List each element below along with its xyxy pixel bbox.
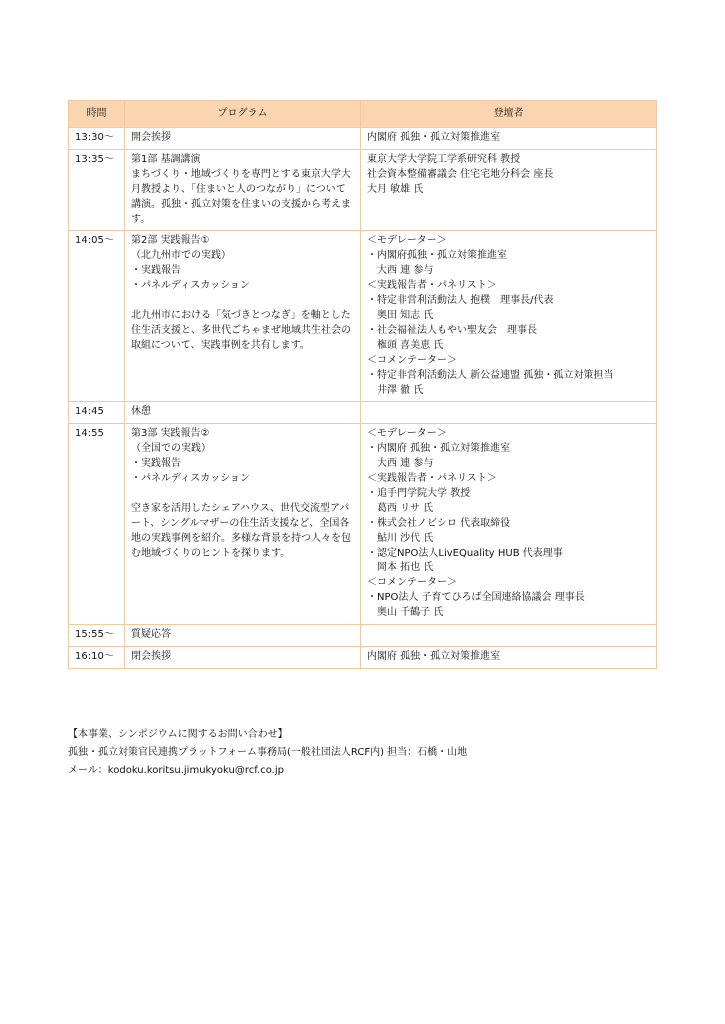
row-speakers-line: ・特定非営利活動法人 抱樸 理事長/代表: [367, 295, 554, 307]
spacer: [131, 294, 354, 309]
row-speakers-line: 葛西 リサ 氏: [367, 502, 434, 514]
row-program-line: 質疑応答: [131, 629, 171, 641]
contact-office: 孤独・孤立対策官民連携プラットフォーム事務局(一般社団法人RCF内) 担当：石橋・山地: [68, 747, 468, 758]
row-speakers-line: ＜実践報告者・パネリスト＞: [367, 280, 497, 292]
contact-email: メール：kodoku.koritsu.jimukyoku@rcf.co.jp: [68, 765, 284, 776]
row-speakers-line: 社会資本整備審議会 住宅宅地分科会 座長: [367, 168, 554, 180]
row-speakers-line: ＜実践報告者・パネリスト＞: [367, 473, 497, 485]
row-time: 14:05〜: [69, 231, 125, 402]
row-time: 14:55: [69, 424, 125, 625]
row-program-line: ・実践報告: [131, 265, 181, 277]
row-speakers-line: 東京大学大学院工学系研究科 教授: [367, 153, 521, 165]
row-speakers-line: 奥山 千鶴子 氏: [367, 607, 444, 619]
program-table: [68, 100, 657, 669]
row-speakers-line: ・追手門学院大学 教授: [367, 487, 471, 499]
row-program-line: まちづくり・地域づくりを専門とする東京大学大月教授より、「住まいと人のつながり」について講演。孤独・孤立対策を住まいの支援から考えます。: [131, 168, 351, 225]
row-time: 14:45: [69, 402, 125, 424]
row-program-line: 空き家を活用したシェアハウス、世代交流型アパート、シングルマザーの住生活支援など、全国各地の実践事例を紹介。多様な背景を持つ人々を包む地域づくりのヒントを探ります。: [131, 502, 351, 559]
row-program-line: 休憩: [131, 406, 151, 418]
row-program-line: （北九州市での実践）: [131, 250, 231, 262]
table-row: [69, 231, 657, 402]
row-speakers: [361, 625, 657, 647]
row-program: [125, 424, 361, 625]
row-program-line: 開会挨拶: [131, 132, 171, 143]
program-sheet: [68, 100, 656, 669]
row-speakers-line: 大西 連 参与: [367, 458, 434, 470]
row-speakers-line: 大西 連 参与: [367, 265, 434, 277]
row-speakers-line: ・内閣府孤独・孤立対策推進室: [367, 250, 507, 262]
row-speakers-line: 井澤 徹 氏: [367, 384, 424, 396]
row-time: 13:30〜: [69, 128, 125, 150]
row-speakers-line: ＜コメンテーター＞: [367, 577, 457, 589]
row-speakers-line: 岡本 拓也 氏: [367, 562, 434, 574]
row-program: [125, 402, 361, 424]
header-program: プログラム: [125, 101, 361, 128]
spacer: [131, 487, 354, 502]
row-time: 15:55〜: [69, 625, 125, 647]
row-speakers-line: ・株式会社ノビシロ 代表取締役: [367, 517, 511, 529]
row-program-line: ・実践報告: [131, 458, 181, 470]
row-program-line: 第1部 基調講演: [131, 153, 201, 165]
table-row: [69, 149, 657, 231]
row-program: [125, 128, 361, 150]
row-speakers-line: 内閣府 孤独・孤立対策推進室: [367, 651, 501, 662]
table-header-row: [69, 101, 657, 128]
header-speakers: 登壇者: [361, 101, 657, 128]
row-program-line: 第3部 実践報告②: [131, 428, 210, 440]
row-speakers-line: ・社会福祉法人もやい聖友会 理事長: [367, 324, 537, 336]
row-time: 16:10〜: [69, 647, 125, 669]
row-program-line: 第2部 実践報告①: [131, 235, 210, 247]
row-program-line: 閉会挨拶: [131, 651, 171, 662]
row-program: [125, 647, 361, 669]
table-row: [69, 128, 657, 150]
row-speakers-line: 大月 敏雄 氏: [367, 183, 424, 195]
row-program: [125, 231, 361, 402]
contact-section: [68, 726, 467, 780]
row-speakers-line: ＜モデレーター＞: [367, 428, 447, 440]
row-program-line: ・パネルディスカッション: [131, 473, 250, 485]
table-row: [69, 647, 657, 669]
row-program-line: ・パネルディスカッション: [131, 280, 250, 292]
row-speakers: [361, 424, 657, 625]
row-program: [125, 149, 361, 231]
row-speakers-line: ・内閣府 孤独・孤立対策推進室: [367, 443, 511, 455]
row-program: [125, 625, 361, 647]
program-rows: [69, 128, 657, 669]
row-speakers: [361, 149, 657, 231]
row-program-line: 北九州市における「気づきとつなぎ」を軸とした住生活支援と、多世代ごちゃまぜ地域共生社会の取組について、実践事例を共有します。: [131, 309, 351, 351]
row-speakers-line: ・NPO法人 子育てひろば全国連絡協議会 理事長: [367, 592, 585, 604]
table-row: [69, 625, 657, 647]
row-speakers-line: ・特定非営利活動法人 新公益連盟 孤独・孤立対策担当: [367, 369, 614, 381]
row-speakers: [361, 402, 657, 424]
contact-heading: 【本事業、シンポジウムに関するお問い合わせ】: [68, 729, 288, 740]
table-row: [69, 402, 657, 424]
row-speakers-line: 内閣府 孤独・孤立対策推進室: [367, 132, 501, 143]
row-speakers: [361, 647, 657, 669]
row-speakers-line: ＜モデレーター＞: [367, 235, 447, 247]
row-speakers-line: 権頭 喜美恵 氏: [367, 339, 444, 351]
table-row: [69, 424, 657, 625]
header-time: 時間: [69, 101, 125, 128]
row-speakers: [361, 231, 657, 402]
row-speakers: [361, 128, 657, 150]
row-speakers-line: 鮎川 沙代 氏: [367, 532, 434, 544]
row-speakers-line: 奥田 知志 氏: [367, 309, 434, 321]
row-time: 13:35〜: [69, 149, 125, 231]
row-program-line: （全国での実践）: [131, 443, 211, 455]
row-speakers-line: ＜コメンテーター＞: [367, 354, 457, 366]
row-speakers-line: ・認定NPO法人LivEQuality HUB 代表理事: [367, 547, 563, 559]
